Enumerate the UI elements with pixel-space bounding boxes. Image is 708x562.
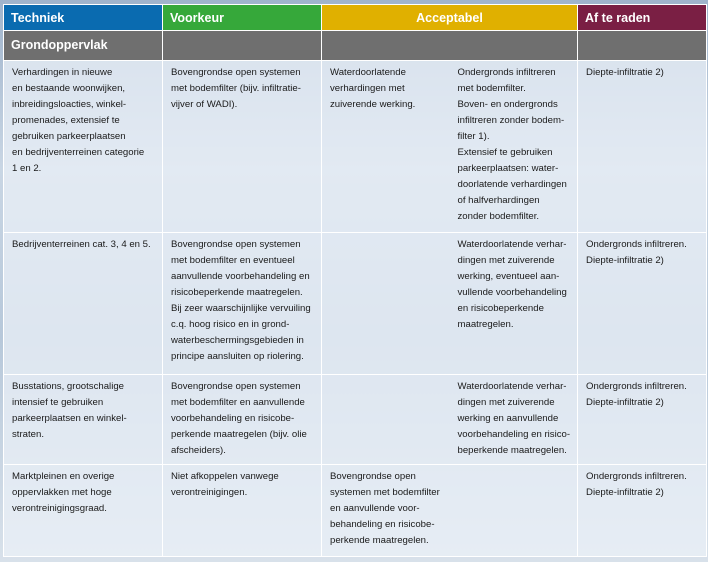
section-empty-cell xyxy=(322,31,578,61)
table-row xyxy=(4,465,707,557)
table-row xyxy=(4,375,707,465)
cell-text: Bovengrondse open systemen met bodemfilter (bijv. infiltratie- vijver of WADI). xyxy=(171,67,301,110)
cell-text: Verhardingen in nieuwe en bestaande woonwijken, inbreidingsloacties, winkel- promenades, extensief te gebruiken parkeerplaatsen en bedrijventerreinen categorie 1 en 2. xyxy=(12,67,145,174)
header-af-te-raden: Af te raden xyxy=(578,5,707,31)
cell-text: Bovengrondse open systemen met bodemfilter en aanvullende voorbehandeling en risicobe- perkende maatregelen (bijv. olie afscheiders). xyxy=(171,381,307,456)
cell-text: Waterdoorlatende verhar- dingen met zuiverende werking, eventueel aan- vullende voorbehandeling en risicobeperkende maatregelen. xyxy=(457,239,567,330)
cell-acceptabel-b xyxy=(450,375,578,465)
cell-acceptabel-b xyxy=(450,233,578,375)
cell-text: Ondergronds infiltreren. Diepte-infiltratie 2) xyxy=(586,471,687,498)
cell-text: Bovengrondse open systemen met bodemfilter en eventueel aanvullende voorbehandeling en risicobeperkende maatregelen. Bij zeer waarschijnlijke vervuiling c.q. hoog risico en in grond- waterbeschermingsgebieden in principe aansluiten op riolering. xyxy=(171,239,311,362)
cell-text: Bovengrondse open systemen met bodemfilter en aanvullende voor- behandeling en risicobe- perkende maatregelen. xyxy=(330,471,440,546)
header-voorkeur: Voorkeur xyxy=(163,5,322,31)
cell-af-te-raden xyxy=(578,61,707,233)
cell-text xyxy=(450,465,578,469)
cell-acceptabel-b xyxy=(450,61,578,233)
table-row xyxy=(4,233,707,375)
cell-acceptabel-b xyxy=(450,465,578,557)
header-acceptabel: Acceptabel xyxy=(322,5,578,31)
cell-text: Marktpleinen en overige oppervlakken met hoge verontreinigingsgraad. xyxy=(12,471,115,514)
cell-acceptabel-a xyxy=(322,233,450,375)
cell-voorkeur xyxy=(163,61,322,233)
cell-af-te-raden xyxy=(578,375,707,465)
cell-acceptabel-a xyxy=(322,465,450,557)
cell-text: Niet afkoppelen vanwege verontreinigingen. xyxy=(171,471,279,498)
cell-af-te-raden xyxy=(578,233,707,375)
cell-text: Ondergronds infiltreren met bodemfilter. Boven- en ondergronds infiltreren zonder bodem- filter 1). Extensief te gebruiken parkeerplaatsen: water- doorlatende verhardingen of halfverhardingen zonder bodemfilter. xyxy=(457,67,567,222)
cell-techniek xyxy=(4,61,163,233)
cell-text xyxy=(322,233,450,237)
cell-text: Busstations, grootschalige intensief te gebruiken parkeerplaatsen en winkel- straten. xyxy=(12,381,127,440)
technique-table xyxy=(3,4,707,557)
cell-text: Bedrijventerreinen cat. 3, 4 en 5. xyxy=(12,239,151,250)
cell-text: Waterdoorlatende verhardingen met zuiverende werking. xyxy=(330,67,416,110)
table-row xyxy=(4,61,707,233)
cell-techniek xyxy=(4,233,163,375)
cell-techniek xyxy=(4,375,163,465)
section-title: Grondoppervlak xyxy=(4,31,163,61)
section-empty-cell xyxy=(578,31,707,61)
header-row xyxy=(4,5,707,31)
section-row xyxy=(4,31,707,61)
cell-voorkeur xyxy=(163,233,322,375)
cell-text xyxy=(322,375,450,379)
section-empty-cell xyxy=(163,31,322,61)
cell-af-te-raden xyxy=(578,465,707,557)
cell-text: Ondergronds infiltreren. Diepte-infiltratie 2) xyxy=(586,381,687,408)
cell-text: Waterdoorlatende verhar- dingen met zuiverende werking en aanvullende voorbehandeling en risico- beperkende maatregelen. xyxy=(457,381,571,456)
cell-acceptabel-a xyxy=(322,375,450,465)
header-techniek: Techniek xyxy=(4,5,163,31)
cell-acceptabel-a xyxy=(322,61,450,233)
cell-techniek xyxy=(4,465,163,557)
cell-text: Ondergronds infiltreren. Diepte-infiltratie 2) xyxy=(586,239,687,266)
cell-voorkeur xyxy=(163,465,322,557)
cell-voorkeur xyxy=(163,375,322,465)
cell-text: Diepte-infiltratie 2) xyxy=(586,67,664,78)
